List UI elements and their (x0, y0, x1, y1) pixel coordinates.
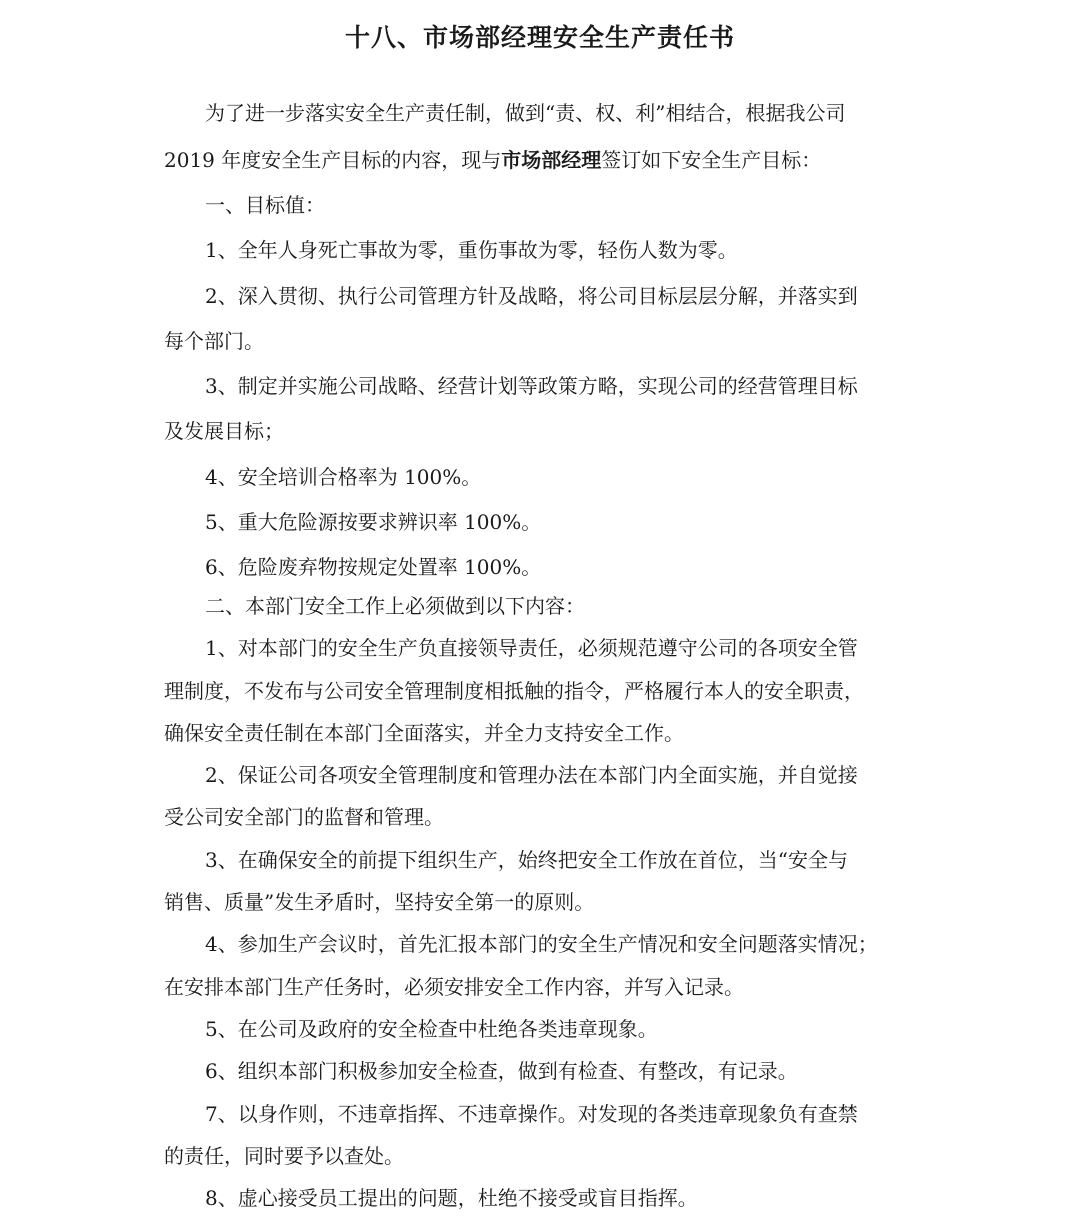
section2-heading: 二、本部门安全工作上必须做到以下内容： (205, 594, 585, 618)
section2-item-4-line-2: 在安排本部门生产任务时，必须安排安全工作内容，并写入记录。 (164, 975, 744, 999)
intro-line-2 (164, 145, 821, 175)
section1-item-3-line-2: 及发展目标； (164, 419, 284, 443)
section2-item-7-line-2: 的责任，同时要予以查处。 (164, 1144, 404, 1168)
section2-item-3-line-2: 销售、质量”发生矛盾时，坚持安全第一的原则。 (164, 890, 595, 914)
section2-item-1-line-2: 理制度，不发布与公司安全管理制度相抵触的指令，严格履行本人的安全职责， (164, 679, 864, 703)
intro-line-1: 为了进一步落实安全生产责任制，做到“责、权、利”相结合，根据我公司 (205, 101, 846, 125)
section1-item-2-line-1: 2、深入贯彻、执行公司管理方针及战略，将公司目标层层分解，并落实到 (205, 284, 858, 308)
document-title: 十八、市场部经理安全生产责任书 (344, 23, 735, 52)
section2-item-3-line-1: 3、在确保安全的前提下组织生产，始终把安全工作放在首位，当“安全与 (205, 848, 848, 872)
section1-item-1: 1、全年人身死亡事故为零，重伤事故为零，轻伤人数为零。 (205, 238, 738, 262)
section2-item-6: 6、组织本部门积极参加安全检查，做到有检查、有整改，有记录。 (205, 1059, 798, 1083)
section2-item-7-line-1: 7、以身作则，不违章指挥、不违章操作。对发现的各类违章现象负有查禁 (205, 1102, 858, 1126)
section2-item-1-line-1: 1、对本部门的安全生产负直接领导责任，必须规范遵守公司的各项安全管 (205, 636, 858, 660)
intro-text-b: 签订如下安全生产目标： (601, 148, 822, 172)
section2-item-8: 8、虚心接受员工提出的问题，杜绝不接受或盲目指挥。 (205, 1186, 698, 1210)
section2-item-2-line-1: 2、保证公司各项安全管理制度和管理办法在本部门内全面实施，并自觉接 (205, 763, 858, 787)
section2-item-2-line-2: 受公司安全部门的监督和管理。 (164, 805, 444, 829)
section1-item-5: 5、重大危险源按要求辨识率 100%。 (205, 510, 542, 534)
section2-item-5: 5、在公司及政府的安全检查中杜绝各类违章现象。 (205, 1017, 658, 1041)
section1-item-4: 4、安全培训合格率为 100%。 (205, 465, 482, 489)
section2-item-4-line-1: 4、参加生产会议时，首先汇报本部门的安全生产情况和安全问题落实情况； (205, 932, 878, 956)
section1-item-3-line-1: 3、制定并实施公司战略、经营计划等政策方略，实现公司的经营管理目标 (205, 374, 858, 398)
section1-item-2-line-2: 每个部门。 (164, 329, 264, 353)
section1-heading: 一、目标值： (205, 193, 325, 217)
intro-role-bold: 市场部经理 (501, 148, 602, 172)
section1-item-6: 6、危险废弃物按规定处置率 100%。 (205, 555, 542, 579)
intro-text-a: 2019 年度安全生产目标的内容，现与 (164, 148, 502, 172)
section2-item-1-line-3: 确保安全责任制在本部门全面落实，并全力支持安全工作。 (164, 721, 684, 745)
